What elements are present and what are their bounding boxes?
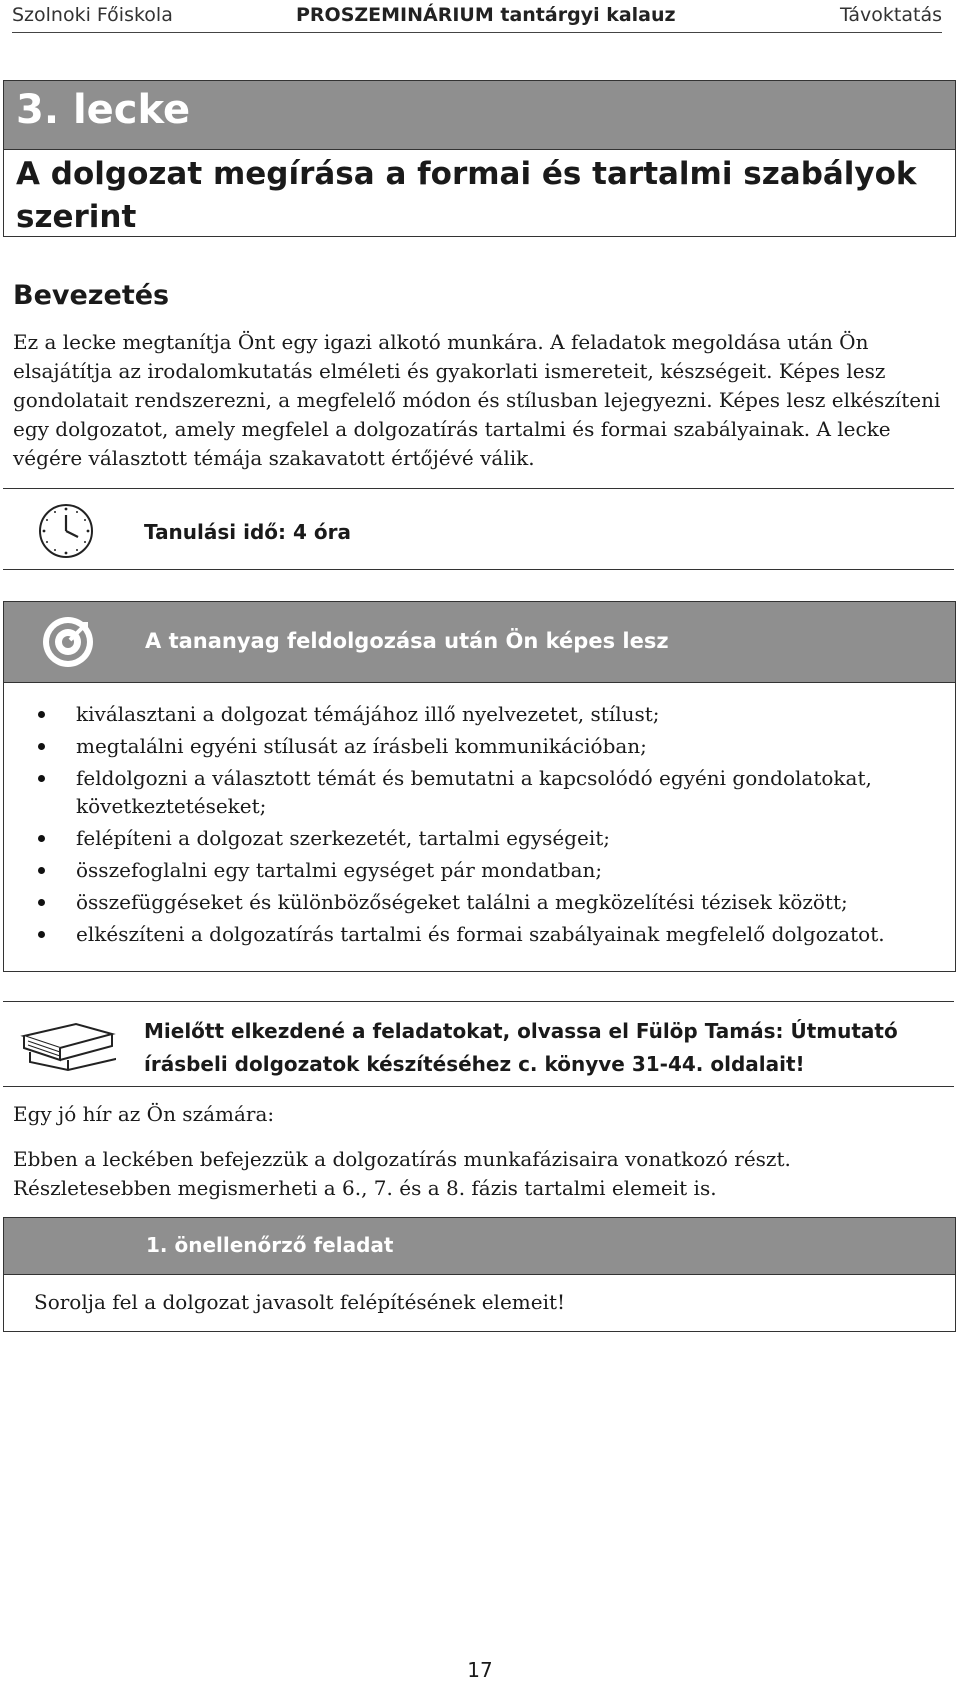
header-school: Szolnoki Főiskola bbox=[12, 4, 173, 26]
task-body: Sorolja fel a dolgozat javasolt felépítésének elemeit! bbox=[34, 1290, 566, 1314]
news-line: Ebben a leckében befejezzük a dolgozatírás munkafázisaira vonatkozó részt. bbox=[13, 1147, 791, 1171]
study-time: Tanulási idő: 4 óra bbox=[144, 520, 351, 544]
header-mode: Távoktatás bbox=[839, 4, 942, 26]
divider bbox=[3, 488, 954, 489]
list-item: elkészíteni a dolgozatírás tartalmi és formai szabályainak megfelelő dolgozatot. bbox=[4, 920, 924, 948]
divider bbox=[3, 1086, 954, 1087]
intro-line: végére választott témája szakavatott értőjévé válik. bbox=[13, 446, 535, 470]
lesson-title-line2: szerint bbox=[16, 199, 137, 235]
divider bbox=[3, 1001, 954, 1002]
task-header bbox=[4, 1218, 955, 1275]
clock-icon bbox=[38, 503, 94, 563]
page-header bbox=[12, 0, 942, 33]
objectives-header bbox=[4, 602, 955, 683]
lesson-title-line1: A dolgozat megírása a formai és tartalmi szabályok bbox=[16, 156, 917, 192]
intro-line: egy dolgozatot, amely megfelel a dolgozatírás tartalmi és formai szabályainak. A lecke bbox=[13, 417, 891, 441]
list-item: kiválasztani a dolgozat témájához illő nyelvezetet, stílust; bbox=[4, 700, 924, 728]
intro-line: elsajátítja az irodalomkutatás elméleti és gyakorlati ismereteit, készségeit. Képes lesz bbox=[13, 359, 886, 383]
lesson-number: 3. lecke bbox=[16, 87, 191, 133]
list-item: feldolgozni a választott témát és bemutatni a kapcsolódó egyéni gondolatokat, következtetéseket; bbox=[4, 764, 924, 820]
reading-line: írásbeli dolgozatok készítéséhez c. könyve 31-44. oldalait! bbox=[144, 1052, 805, 1076]
lesson-number-bar bbox=[4, 81, 955, 150]
news-paragraph bbox=[13, 1145, 933, 1203]
good-news-label: Egy jó hír az Ön számára: bbox=[13, 1102, 275, 1126]
intro-paragraph bbox=[13, 328, 943, 473]
list-item: összefoglalni egy tartalmi egységet pár mondatban; bbox=[4, 856, 924, 884]
objectives-list bbox=[4, 700, 924, 952]
lesson-title-box bbox=[3, 80, 956, 237]
page-number: 17 bbox=[467, 1658, 493, 1682]
list-item: összefüggéseket és különbözőségeket találni a megközelítési tézisek között; bbox=[4, 888, 924, 916]
reading-assignment bbox=[144, 1015, 944, 1081]
news-line: Részletesebben megismerheti a 6., 7. és a 8. fázis tartalmi elemeit is. bbox=[13, 1176, 717, 1200]
header-course: PROSZEMINÁRIUM tantárgyi kalauz bbox=[296, 4, 676, 26]
task-heading: 1. önellenőrző feladat bbox=[146, 1233, 394, 1257]
divider bbox=[3, 569, 954, 570]
reading-line: Mielőtt elkezdené a feladatokat, olvassa el Fülöp Tamás: Útmutató bbox=[144, 1019, 898, 1043]
intro-line: gondolatait rendszerezni, a megfelelő módon és stílusban lejegyezni. Képes lesz elkészíteni bbox=[13, 388, 941, 412]
lesson-title bbox=[16, 153, 936, 239]
self-check-task-box bbox=[3, 1217, 956, 1332]
list-item: megtalálni egyéni stílusát az írásbeli kommunikációban; bbox=[4, 732, 924, 760]
list-item: felépíteni a dolgozat szerkezetét, tartalmi egységeit; bbox=[4, 824, 924, 852]
target-icon bbox=[40, 614, 96, 674]
book-icon bbox=[16, 1014, 116, 1076]
intro-heading: Bevezetés bbox=[13, 280, 170, 311]
objectives-heading: A tananyag feldolgozása után Ön képes lesz bbox=[145, 629, 669, 653]
objectives-box bbox=[3, 601, 956, 972]
intro-line: Ez a lecke megtanítja Önt egy igazi alkotó munkára. A feladatok megoldása után Ön bbox=[13, 330, 869, 354]
